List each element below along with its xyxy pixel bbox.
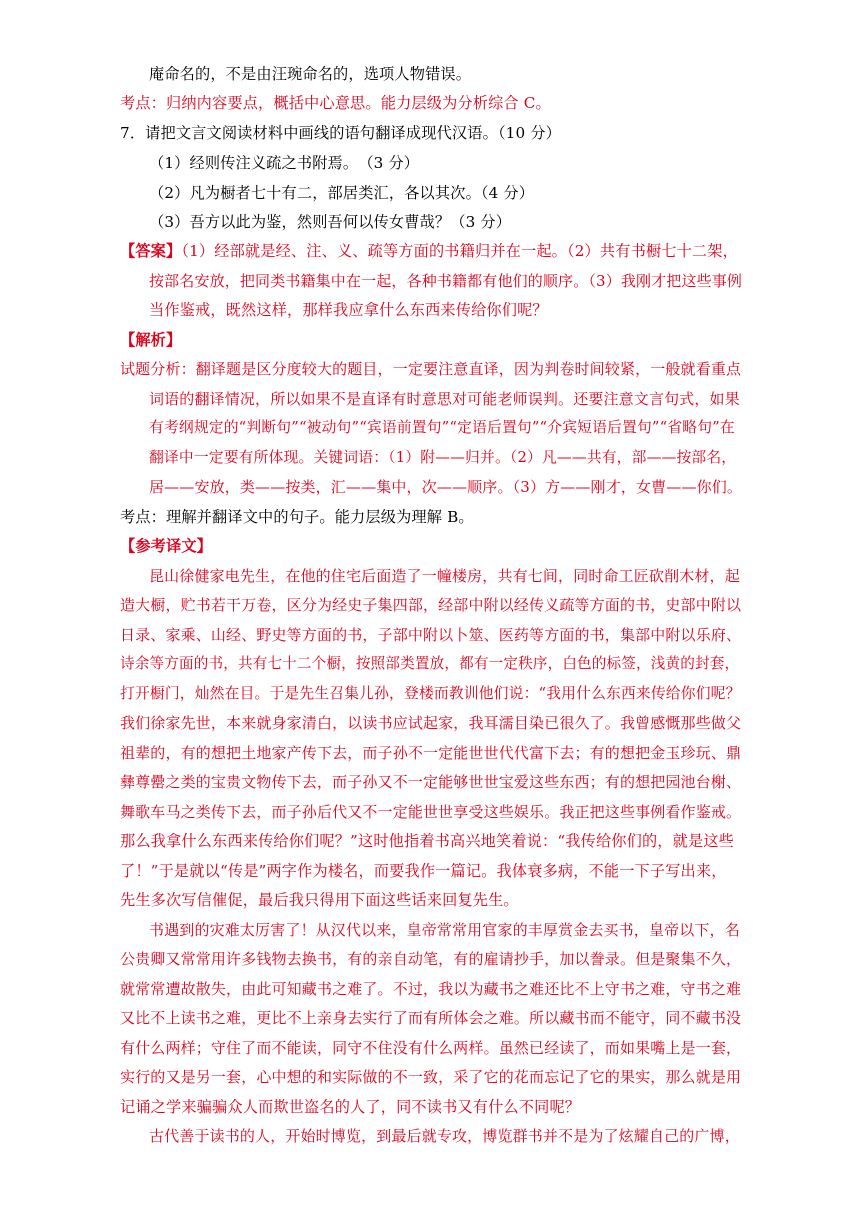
translation-p1-line: 先生多次写信催促，最后我只得用下面这些话来回复先生。 [120, 891, 519, 909]
translation-p1-line: 那么我拿什么东西来传给你们呢？”这时他指着书高兴地笑着说：“我传给你们的，就是这些 [120, 832, 734, 850]
translation-p2-line: 又比不上读书之难，更比不上亲身去实行了而有所体会之难。所以藏书而不能守，同不藏书没 [120, 1009, 742, 1027]
translation-p2-line: 书遇到的灾难太厉害了！从汉代以来，皇帝常常用官家的丰厚赏金去买书，皇帝以下，名 [149, 921, 740, 939]
q6-kaodian: 考点：归纳内容要点，概括中心意思。能力层级为分析综合 C。 [120, 94, 551, 112]
translation-p1-line: 了！”于是就以“传是”两字作为楼名，而要我作一篇记。我体衰多病，不能一下子写出来， [120, 862, 727, 880]
translation-p2-line: 记诵之学来骗骗众人而欺世盗名的人了，同不读书又有什么不同呢？ [120, 1098, 581, 1116]
answer-text-1: （1）经部就是经、注、义、疏等方面的书籍归并在一起。（2）共有书橱七十二架， [181, 242, 738, 260]
translation-p1-line: 日录、家乘、山经、野史等方面的书，子部中附以卜筮、医药等方面的书，集部中附以乐府、 [120, 626, 742, 644]
q7-sub1: （1）经则传注义疏之书附焉。 （3 分） [149, 154, 420, 172]
analysis-line-3: 有考纲规定的“判断句”“被动句”“宾语前置句”“定语后置句”“介宾短语后置句”“省略句”在 [149, 419, 735, 436]
q6-tail-line: 庵命名的，不是由汪琬命名的，选项人物错误。 [149, 65, 472, 83]
translation-p1-line: 我们徐家先世，本来就身家清白，以读书应试起家，我耳濡目染已很久了。我曾感慨那些做父 [120, 714, 742, 732]
answer-line-3: 当作鉴戒，既然这样，那样我应拿什么东西来传给你们呢？ [149, 301, 548, 319]
translation-p1-line: 诗余等方面的书，共有七十二个橱，按照部类置放，都有一定秩序，白色的标签，浅黄的封套， [120, 655, 740, 672]
analysis-kaodian: 考点：理解并翻译文中的句子。能力层级为理解 B。 [120, 508, 474, 526]
analysis-line-1: 试题分析：翻译题是区分度较大的题目，一定要注意直译，因为判卷时间较紧，一般就看重点 [120, 360, 742, 378]
answer-tag: 【答案】 [120, 242, 182, 260]
analysis-line-5: 居——安放，类——按类，汇——集中，次——顺序。（3）方——刚才，女曹——你们。 [149, 478, 743, 496]
translation-p3-line: 古代善于读书的人，开始时博览，到最后就专攻，博览群书并不是为了炫耀自己的广博， [149, 1127, 740, 1145]
analysis-tag: 【解析】 [120, 331, 182, 349]
translation-p1-line: 打开橱门，灿然在目。于是先生召集儿孙，登楼而教训他们说：“我用什么东西来传给你们呢？ [120, 685, 741, 702]
translation-p1-line: 彝尊罍之类的宝贵文物传下去，而子孙又不一定能够世世宝爱这些东西；有的想把园池台榭、 [120, 773, 742, 791]
analysis-line-4: 翻译中一定要有所体现。关键词语：（1）附——归并。（2）凡——共有，部——按部名， [149, 449, 737, 466]
translation-p2-line: 实行的又是另一套，心中想的和实际做的不一致，采了它的花而忘记了它的果实，那么就是用 [120, 1068, 742, 1086]
translation-p1-line: 昆山徐健家电先生，在他的住宅后面造了一幢楼房，共有七间，同时命工匠砍削木材，起 [149, 567, 740, 585]
translation-p2-line: 公贵卿又常常用许多钱物去换书，有的亲自动笔，有的雇请抄手，加以誊录。但是聚集不久， [120, 950, 742, 968]
analysis-line-2: 词语的翻译情况，所以如果不是直译有时意思对可能老师误判。还要注意文言句式，如果 [149, 390, 740, 408]
q7-sub3: （3）吾方以此为鉴，然则吾何以传女曹哉？（3 分） [149, 213, 512, 231]
translation-p1-line: 舞歌车马之类传下去，而子孙后代又不一定能世世享受这些娱乐。我正把这些事例看作鉴戒。 [120, 803, 742, 821]
answer-line-1 [120, 241, 738, 261]
q7-prompt: 7．请把文言文阅读材料中画线的语句翻译成现代汉语。（10 分） [120, 124, 561, 142]
translation-tag: 【参考译文】 [120, 537, 213, 555]
translation-p2-line: 有什么两样；守住了而不能读，同守不住没有什么两样。虽然已经读了，而如果嘴上是一套， [120, 1039, 742, 1057]
translation-p2-line: 就常常遭故散失，由此可知藏书之难了。不过，我以为藏书之难还比不上守书之难，守书之难 [120, 980, 742, 998]
translation-p1-line: 祖辈的，有的想把土地家产传下去，而子孙不一定能世世代代富下去；有的想把金玉珍玩、鼎 [120, 744, 742, 762]
answer-line-2: 按部名安放，把同类书籍集中在一起，各种书籍都有他们的顺序。（3）我刚才把这些事例 [149, 272, 743, 290]
q7-sub2: （2）凡为橱者七十有二，部居类汇，各以其次。（4 分） [149, 184, 535, 202]
translation-p1-line: 造大橱，贮书若干万卷，区分为经史子集四部，经部中附以经传义疏等方面的书，史部中附以 [120, 596, 742, 614]
